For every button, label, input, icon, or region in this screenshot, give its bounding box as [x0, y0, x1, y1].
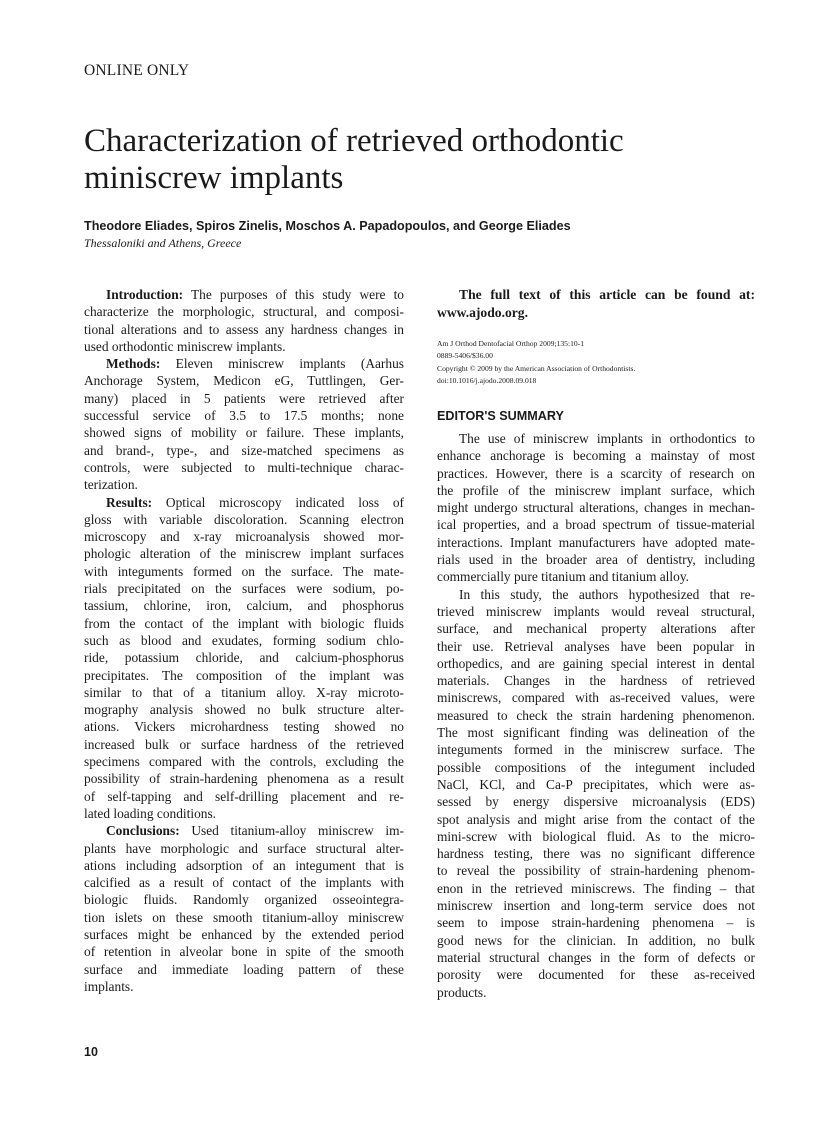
editors-summary-heading: EDITOR'S SUMMARY: [437, 409, 564, 423]
text-line: [84, 321, 404, 338]
page-number: 10: [84, 1045, 98, 1059]
text-line: [84, 718, 404, 735]
line-text: microscopy and x-ray microanalysis showed mor-: [84, 529, 404, 545]
line-text: the profile of the miniscrew implant surface, which: [437, 482, 755, 498]
line-text: miniscrew insertion and long-term service does not: [437, 898, 755, 914]
text-line: [437, 482, 755, 499]
text-line: [437, 655, 755, 672]
text-line: [437, 586, 755, 603]
line-text: The use of miniscrew implants in orthodontics to: [459, 431, 755, 446]
line-text: specimens compared with the controls, excluding the: [84, 754, 404, 770]
text-line: [437, 603, 755, 620]
text-line: [437, 949, 755, 966]
line-text: Anchorage System, Medicon eG, Tuttlingen, Ger-: [84, 373, 404, 389]
text-line: [437, 672, 755, 689]
line-text: material structural changes in the form of defects or: [437, 949, 755, 965]
text-line: [84, 372, 404, 389]
line-text: ations including adsorption of an integument that is: [84, 857, 404, 873]
text-line: [437, 499, 755, 516]
line-text: successful service of 3.5 to 17.5 months; none: [84, 408, 404, 424]
section-label: Results:: [106, 494, 153, 510]
line-text: biologic fluids. Randomly organized osseointegra-: [84, 892, 404, 908]
line-text: rials used in the broader area of dentistry, including: [437, 552, 755, 568]
text-line: [84, 701, 404, 718]
text-line: [437, 724, 755, 741]
text-line: [437, 534, 755, 551]
line-text: ations. Vickers microhardness testing showed no: [84, 719, 404, 735]
text-line: [84, 511, 404, 528]
text-line: [437, 707, 755, 724]
paragraph: [84, 286, 404, 355]
text-line: [437, 759, 755, 776]
paragraph: [84, 822, 404, 995]
text-line: [84, 822, 404, 839]
text-line: [437, 862, 755, 879]
section-label: ONLINE ONLY: [84, 62, 190, 79]
doi: doi:10.1016/j.ajodo.2008.09.018: [437, 376, 537, 386]
section-label: Introduction:: [106, 287, 184, 302]
line-text: interactions. Implant manufacturers have adopted mate-: [437, 534, 755, 550]
text-line: [84, 545, 404, 562]
line-text: of retention in alveolar bone in spite of the smooth: [84, 944, 404, 960]
line-text: increased bulk or surface hardness of the retrieved: [84, 736, 404, 752]
text-line: [84, 909, 404, 926]
line-text: gloss with variable discoloration. Scanning electron: [84, 511, 404, 527]
text-line: [84, 355, 404, 372]
text-line: [437, 811, 755, 828]
text-line: [84, 840, 404, 857]
line-text: practices. However, there is a scarcity of research on: [437, 465, 755, 481]
line-text: The most significant finding was delineation of the: [437, 725, 755, 741]
line-text: characterize the morphologic, structural, and composi-: [84, 304, 404, 320]
text-line: [437, 776, 755, 793]
line-text: lated loading conditions.: [84, 805, 217, 821]
line-text: ical properties, and a broad spectrum of tissue-material: [437, 517, 755, 533]
line-text: tassium, chlorine, iron, calcium, and phosphorus: [84, 598, 404, 614]
paragraph: [437, 586, 755, 1001]
line-text: Optical microscopy indicated loss of: [152, 494, 404, 510]
text-line: [84, 667, 404, 684]
line-text: The purposes of this study were to: [183, 287, 404, 302]
line-text: Eleven miniscrew implants (Aarhus: [160, 356, 404, 372]
line-text: Used titanium-alloy miniscrew im-: [179, 823, 404, 839]
text-line: [84, 494, 404, 511]
line-text: trieved miniscrew implants would reveal structural,: [437, 603, 755, 619]
text-line: [84, 978, 404, 995]
line-text: and brand-, type-, and size-matched specimens as: [84, 442, 404, 458]
line-text: calcified as a result of contact of the implants with: [84, 875, 404, 891]
full-text-link[interactable]: www.ajodo.org.: [437, 304, 529, 320]
text-line: [84, 805, 404, 822]
text-line: [84, 753, 404, 770]
text-line: [84, 390, 404, 407]
title-line: miniscrew implants: [84, 160, 344, 196]
text-line: [437, 897, 755, 914]
text-line: [437, 638, 755, 655]
text-line: [84, 563, 404, 580]
line-text: might undergo structural alterations, changes in mechan-: [437, 500, 755, 516]
text-line: [437, 828, 755, 845]
line-text: surface and immediate loading pattern of these: [84, 961, 404, 977]
text-line: [437, 689, 755, 706]
line-text: measured to check the strain hardening phenomenon.: [437, 707, 755, 723]
line-text: surface, and mechanical property alterations after: [437, 621, 755, 637]
text-line: [84, 424, 404, 441]
line-text: sessed by energy dispersive microanalysis (EDS): [437, 794, 755, 810]
text-line: [437, 914, 755, 931]
line-text: mography analysis showed no bulk structure alter-: [84, 702, 404, 718]
line-text: with integuments formed on the surface. The mate-: [84, 563, 404, 579]
line-text: enhance anchorage is becoming a mainstay of most: [437, 448, 755, 464]
line-text: to reveal the possibility of strain-hardening phenom-: [437, 863, 755, 879]
line-text: seem to impose strain-hardening phenomena – is: [437, 915, 755, 931]
paragraph: [84, 355, 404, 493]
line-text: used orthodontic miniscrew implants.: [84, 338, 286, 354]
line-text: tional alterations and to assess any hardness changes in: [84, 321, 404, 337]
text-line: [84, 580, 404, 597]
text-line: [437, 966, 755, 983]
text-line: [84, 615, 404, 632]
line-text: good news for the clinician. In addition, no bulk: [437, 932, 755, 948]
line-text: In this study, the authors hypothesized that re-: [459, 586, 755, 602]
text-line: [437, 447, 755, 464]
line-text: similar to that of a titanium alloy. X-ray microto-: [84, 684, 404, 700]
text-line: [437, 741, 755, 758]
text-line: [84, 476, 404, 493]
author-location: Thessaloniki and Athens, Greece: [84, 236, 242, 250]
editors-summary: [437, 430, 755, 1001]
line-text: NaCl, KCl, and Ca-P precipitates, which were as-: [437, 776, 755, 792]
line-text: materials. Changes in the hardness of retrieved: [437, 673, 755, 689]
text-line: [437, 880, 755, 897]
line-text: rials precipitated on the surfaces were sodium, po-: [84, 581, 404, 597]
text-line: [84, 736, 404, 753]
text-line: [437, 620, 755, 637]
line-text: surfaces might be enhanced by the extended period: [84, 926, 404, 942]
text-line: [84, 442, 404, 459]
text-line: [437, 932, 755, 949]
journal-citation: Am J Orthod Dentofacial Orthop 2009;135:10-1: [437, 339, 584, 348]
article-title: [84, 123, 724, 197]
author-list: Theodore Eliades, Spiros Zinelis, Moschos A. Papadopoulos, and George Eliades: [84, 219, 571, 233]
text-line: [84, 891, 404, 908]
line-text: terization.: [84, 477, 138, 493]
line-text: miniscrews, compared with as-received values, were: [437, 690, 755, 706]
text-line: [84, 649, 404, 666]
section-label: Conclusions:: [106, 823, 180, 839]
text-line: [437, 516, 755, 533]
line-text: their use. Retrieval analyses have been popular in: [437, 638, 755, 654]
line-text: many) placed in 5 patients were retrieved after: [84, 390, 404, 406]
text-line: [84, 874, 404, 891]
line-text: spot analysis and might arise from the contact of the: [437, 811, 755, 827]
line-text: controls, were subjected to multi-technique charac-: [84, 459, 404, 475]
text-line: [84, 528, 404, 545]
line-text: possible compositions of the integument included: [437, 759, 755, 775]
line-text: possibility of strain-hardening phenomena as a result: [84, 771, 404, 787]
text-line: [437, 568, 755, 585]
section-label: Methods:: [106, 356, 161, 372]
text-line: [437, 845, 755, 862]
line-text: of self-tapping and self-drilling placement and re-: [84, 788, 404, 804]
line-text: porosity were documented for these as-received: [437, 967, 755, 983]
abstract: [84, 286, 404, 995]
text-line: [84, 286, 404, 303]
line-text: from the contact of the implant with biologic fluids: [84, 615, 404, 631]
line-text: precipitates. The composition of the implant was: [84, 667, 404, 683]
text-line: [84, 684, 404, 701]
full-text-notice: [437, 286, 755, 321]
line-text: products.: [437, 984, 487, 1000]
line-text: tion islets on these smooth titanium-alloy miniscrew: [84, 909, 404, 925]
line-text: commercially pure titanium and titanium alloy.: [437, 569, 689, 585]
line-text: mini-screw with biological fluid. As to the micro-: [437, 828, 755, 844]
text-line: [437, 465, 755, 482]
line-text: ride, potassium chloride, and calcium-phosphorus: [84, 650, 404, 666]
line-text: plants have morphologic and surface structural alter-: [84, 840, 404, 856]
line-text: enon in the retrieved miniscrews. The finding – that: [437, 880, 755, 896]
text-line: [437, 984, 755, 1001]
full-text-line: The full text of this article can be found at:: [459, 287, 755, 302]
text-line: [84, 943, 404, 960]
text-line: [84, 961, 404, 978]
paragraph: [437, 430, 755, 586]
text-line: [84, 632, 404, 649]
paragraph: [84, 494, 404, 823]
text-line: [84, 303, 404, 320]
text-line: [437, 430, 755, 447]
text-line: [84, 597, 404, 614]
text-line: [84, 857, 404, 874]
line-text: orthopedics, and are gaining special interest in dental: [437, 655, 755, 671]
text-line: [437, 551, 755, 568]
line-text: implants.: [84, 978, 134, 994]
text-line: [84, 926, 404, 943]
line-text: phologic alteration of the miniscrew implant surfaces: [84, 546, 404, 562]
text-line: [437, 793, 755, 810]
line-text: hardness testing, there was no significant difference: [437, 846, 755, 862]
text-line: [84, 459, 404, 476]
line-text: showed signs of mobility or failure. These implants,: [84, 425, 404, 441]
title-line: Characterization of retrieved orthodontic: [84, 123, 624, 159]
text-line: [84, 407, 404, 424]
line-text: integuments formed in the miniscrew surface. The: [437, 742, 755, 758]
text-line: [84, 770, 404, 787]
citation-block: [437, 338, 635, 388]
line-text: such as blood and exudates, forming sodium chlo-: [84, 632, 404, 648]
text-line: [84, 338, 404, 355]
text-line: [84, 788, 404, 805]
issn-price: 0889-5406/$36.00: [437, 351, 493, 361]
copyright: Copyright © 2009 by the American Association of Orthodontists.: [437, 363, 636, 373]
